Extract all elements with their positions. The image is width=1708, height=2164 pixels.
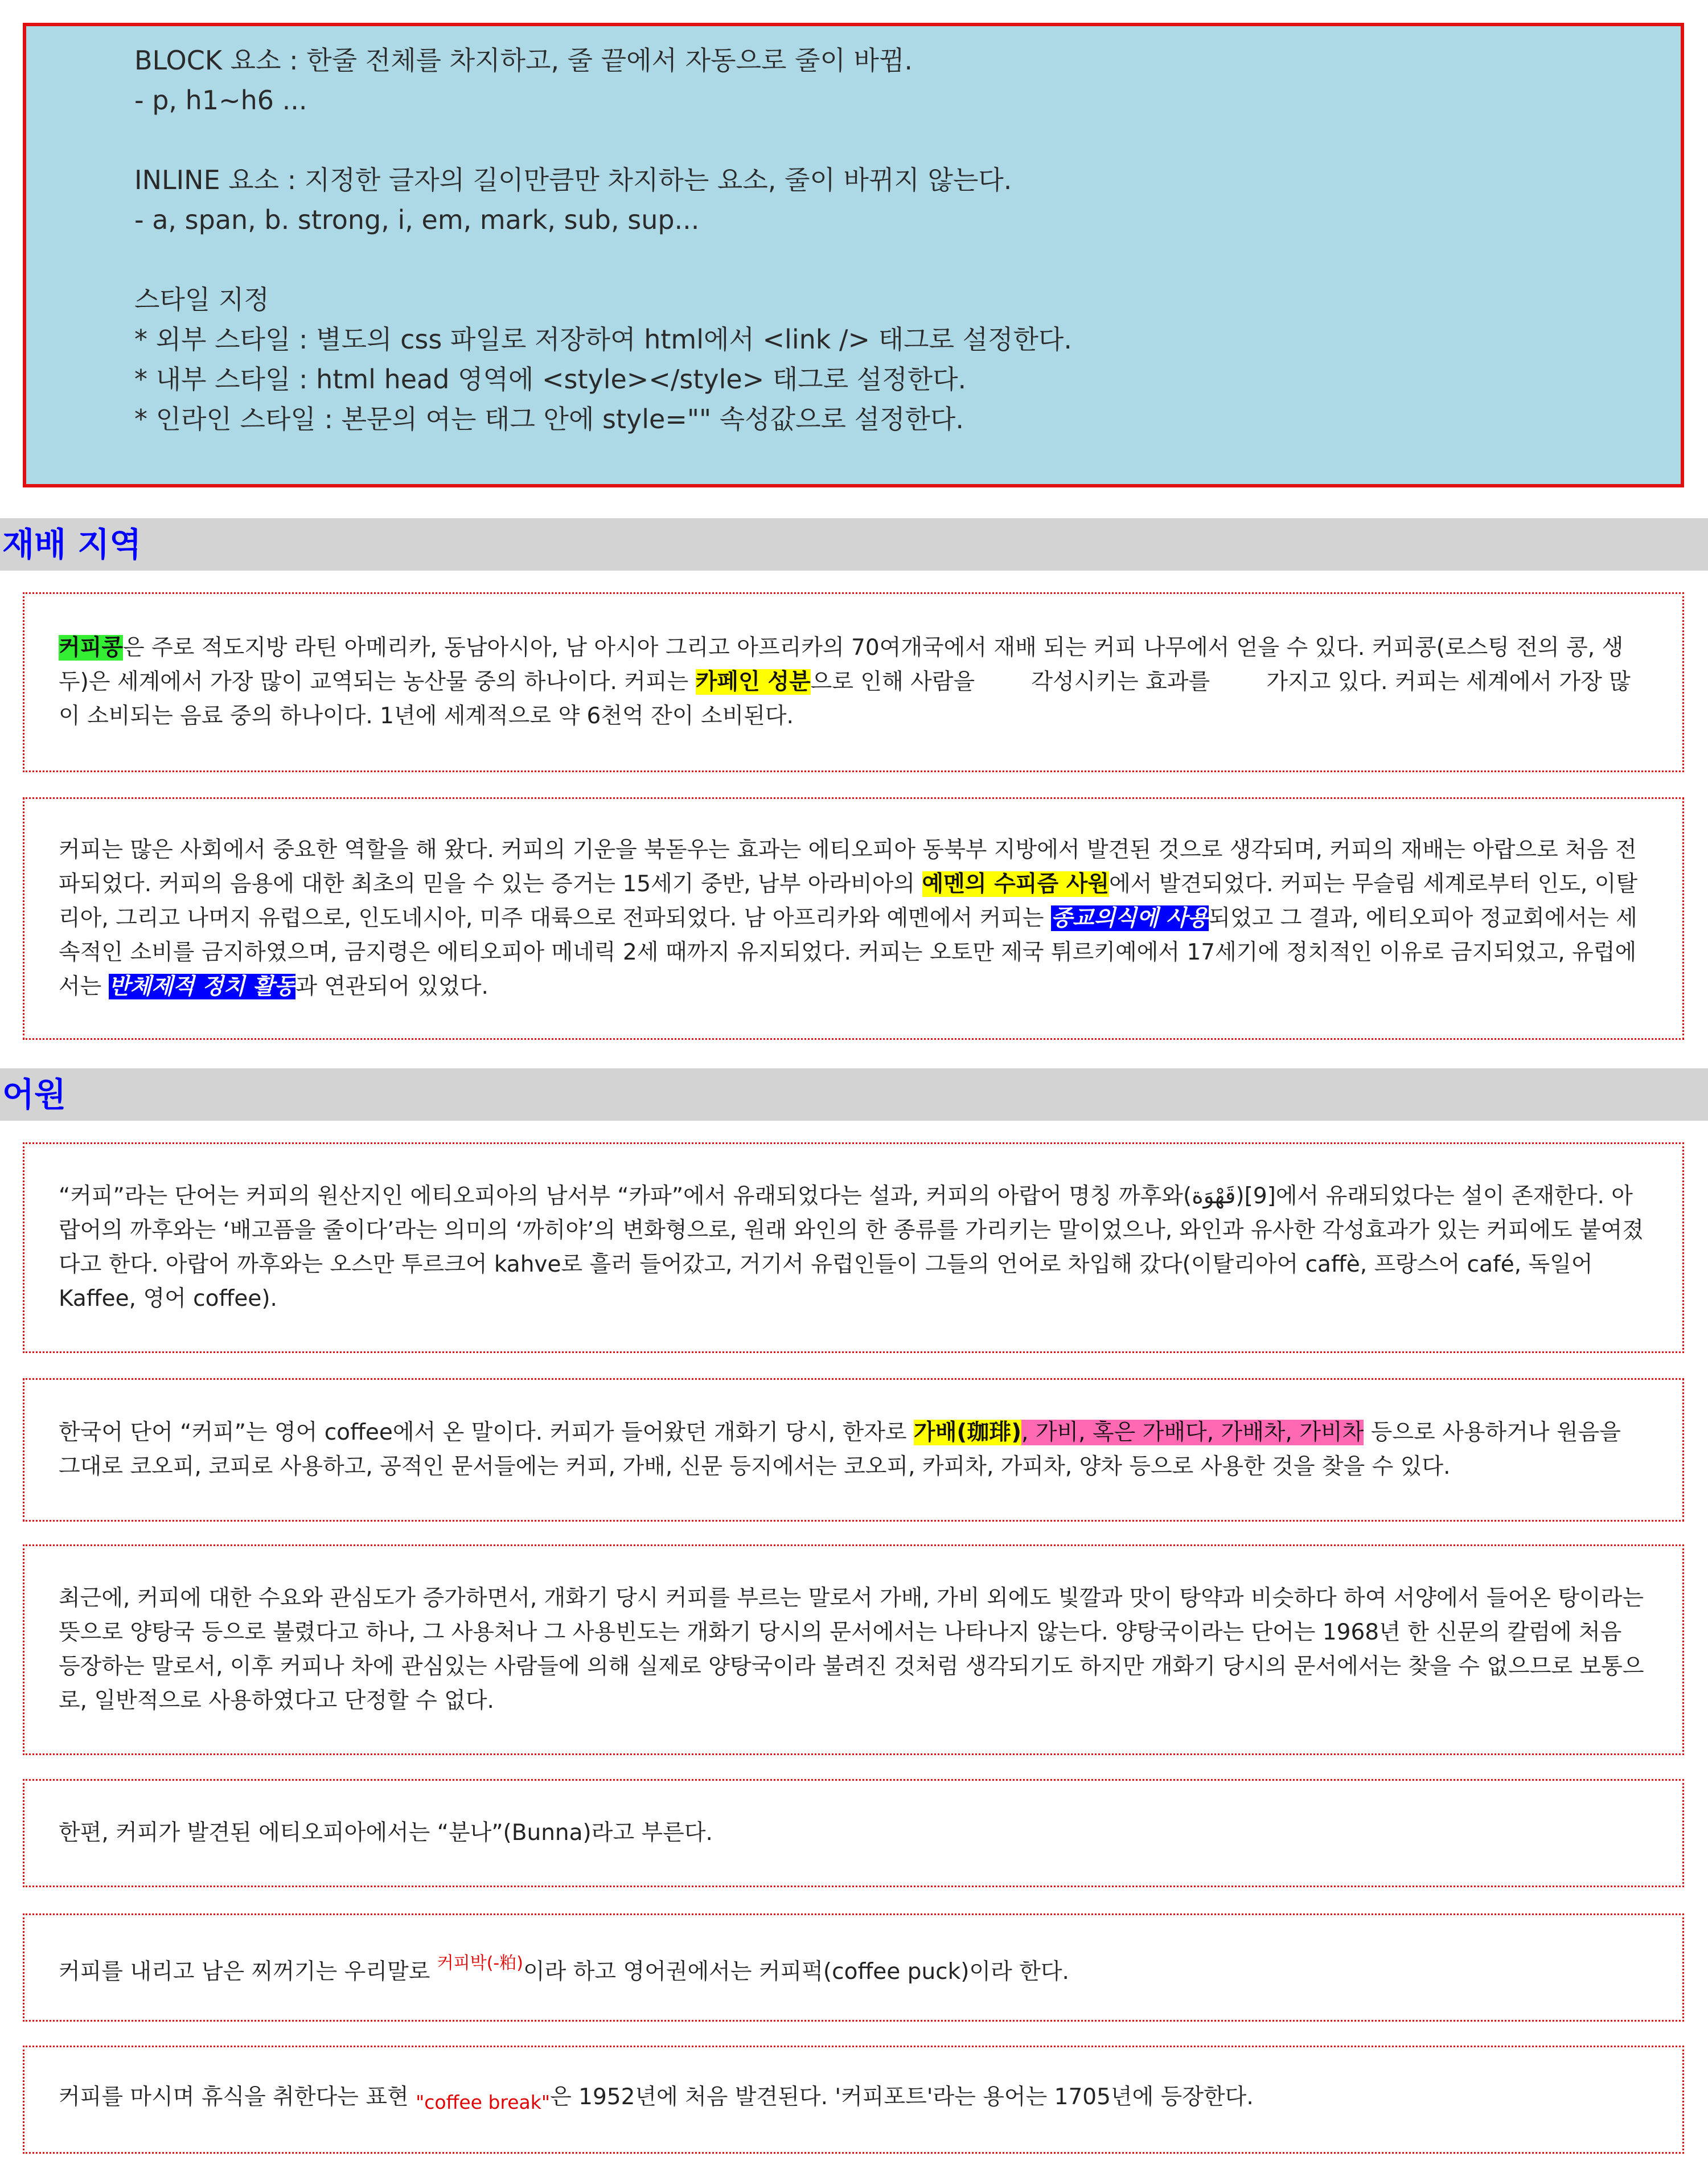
info-line: BLOCK 요소 : 한줄 전체를 차지하고, 줄 끝에서 자동으로 줄이 바뀜. bbox=[134, 45, 913, 76]
highlight-coffee-bean: 커피콩 bbox=[59, 635, 124, 661]
paragraph bbox=[59, 1946, 1069, 1989]
paragraph-box bbox=[23, 1913, 1684, 2022]
info-line: - a, span, b. strong, i, em, mark, sub, sup... bbox=[134, 204, 700, 235]
info-line bbox=[134, 240, 1681, 280]
paragraph bbox=[59, 631, 1648, 733]
paragraph bbox=[59, 1581, 1648, 1718]
paragraph-box bbox=[23, 2046, 1684, 2154]
paragraph-text: 은 주로 적도지방 라틴 아메리카, 동남아시아, 남 아시아 그리고 아프리카의 70여개국에서 재배 되는 커피 나무에서 얻을 수 있다. 커피콩(로스팅 전의 콩, 생두)은 세계에서 가장 많이 교역되는 농산물 중의 하나이다. 커피는 bbox=[59, 635, 1624, 695]
paragraph-text: 커피를 마시며 휴식을 취한다는 표현 bbox=[59, 2084, 416, 2110]
paragraph-text: 에서 발견되었다. 커피는 무슬림 세계로부터 인도, 이탈리아, 그리고 나머지 유럽으로, 인도네시아, 미주 대륙으로 전파되었다. 남 아프리카와 예멘에서 커피는 bbox=[59, 871, 1638, 931]
paragraph-text: 되었고 그 결과, 에티오피아 정교회에서는 세속적인 소비를 금지하였으며, 금지령은 에티오피아 메네릭 2세 때까지 유지되었다. 커피는 오토만 제국 튀르키예에서 17세기에 정치적인 이유로 금지되었고, 유럽에서는 bbox=[59, 905, 1637, 999]
info-box bbox=[23, 23, 1684, 487]
paragraph-text: 커피를 내리고 남은 찌꺼기는 우리말로 bbox=[59, 1958, 437, 1985]
section-heading-cultivation: 재배 지역 bbox=[0, 518, 1708, 571]
paragraph bbox=[59, 1179, 1648, 1316]
paragraph-text: 으로 인해 사람을 각성시키는 효과를 가지고 있다. 커피는 세계에서 가장 많이 소비되는 음료 중의 하나이다. 1년에 세계적으로 약 6천억 잔이 소비된다. bbox=[59, 669, 1631, 729]
paragraph-box bbox=[23, 1378, 1684, 1522]
info-line: - p, h1~h6 ... bbox=[134, 85, 307, 116]
info-line bbox=[134, 120, 1681, 160]
info-line: INLINE 요소 : 지정한 글자의 길이만큼만 차지하는 요소, 줄이 바뀌지 않는다. bbox=[134, 165, 1012, 195]
paragraph-box bbox=[23, 797, 1684, 1040]
paragraph-box bbox=[23, 1779, 1684, 1887]
paragraph-text: 은 1952년에 처음 발견된다. '커피포트'라는 용어는 1705년에 등장한다. bbox=[550, 2084, 1254, 2110]
highlight-political-activity: 반체제적 정치 활동 bbox=[108, 974, 296, 999]
paragraph-text: 한편, 커피가 발견된 에티오피아에서는 “분나”(Bunna)라고 부른다. bbox=[59, 1820, 713, 1846]
highlight-religious-use: 종교의식에 사용 bbox=[1051, 905, 1209, 931]
paragraph-box bbox=[23, 592, 1684, 772]
superscript-coffee-grounds: 커피박(-粕) bbox=[437, 1953, 523, 1973]
paragraph-text: 커피는 많은 사회에서 중요한 역할을 해 왔다. 커피의 기운을 북돋우는 효과는 에티오피아 동북부 지방에서 발견된 것으로 생각되며, 커피의 재배는 아랍으로 처음 전파되었다. 커피의 음용에 대한 최초의 믿을 수 있는 증거는 15세기 중반, 남부 아라비아의 bbox=[59, 837, 1637, 897]
highlight-gabae: 가배(珈琲) bbox=[914, 1420, 1022, 1445]
paragraph-text: 등으로 사용하거나 원음을 그대로 코오피, 코피로 사용하고, 공적인 문서들에는 커피, 가배, 신문 등지에서는 코오피, 카피차, 가피차, 양차 등으로 사용한 것을 찾을 수 있다. bbox=[59, 1420, 1621, 1479]
info-line: * 외부 스타일 : 별도의 css 파일로 저장하여 html에서 <link /> 태그로 설정한다. bbox=[134, 324, 1072, 355]
paragraph bbox=[59, 2080, 1254, 2120]
info-line: * 내부 스타일 : html head 영역에 <style></style> 태그로 설정한다. bbox=[134, 364, 967, 395]
paragraph-text: “커피”라는 단어는 커피의 원산지인 에티오피아의 남서부 “카파”에서 유래되었다는 설과, 커피의 아랍어 명칭 까후와(قَهْوَة)[9]에서 유래되었다는 설이 존재한다. 아랍어의 까후와는 ‘배고픔을 줄이다’라는 의미의 ‘까히야’의 변화형으로, 원래 와인의 한 종류를 가리키는 말이었으나, 와인과 유사한 각성효과가 있는 커피에도 붙여졌다고 한다. 아랍어 까후와는 오스만 투르크어 kahve로 흘러 들어갔고, 거기서 유럽인들이 그들의 언어로 차입해 갔다(이탈리아어 caffè, 프랑스어 café, 독일어 Kaffee, 영어 coffee). bbox=[59, 1183, 1644, 1311]
info-line: * 인라인 스타일 : 본문의 여는 태그 안에 style="" 속성값으로 설정한다. bbox=[134, 404, 964, 435]
paragraph bbox=[59, 833, 1648, 1004]
paragraph bbox=[59, 1416, 1648, 1484]
paragraph-text: 과 연관되어 있었다. bbox=[295, 974, 488, 999]
section-heading-etymology: 어원 bbox=[0, 1068, 1708, 1121]
paragraph-box bbox=[23, 1142, 1684, 1353]
paragraph-text: 이라 하고 영어권에서는 커피퍽(coffee puck)이라 한다. bbox=[523, 1958, 1069, 1985]
paragraph-text: 한국어 단어 “커피”는 영어 coffee에서 온 말이다. 커피가 들어왔던 개화기 당시, 한자로 bbox=[59, 1420, 914, 1445]
paragraph-box bbox=[23, 1544, 1684, 1755]
highlight-sufi-monastery: 예멘의 수피즘 사원 bbox=[922, 871, 1110, 897]
paragraph-text: 최근에, 커피에 대한 수요와 관심도가 증가하면서, 개화기 당시 커피를 부르는 말로서 가배, 가비 외에도 빛깔과 맛이 탕약과 비슷하다 하여 서양에서 들어온 탕이라는 뜻으로 양탕국 등으로 불렸다고 하나, 그 사용처나 그 사용빈도는 개화기 당시의 문서에서는 나타나지 않는다. 양탕국이라는 단어는 1968년 한 신문의 칼럼에 처음 등장하는 말로서, 이후 커피나 차에 관심있는 사람들에 의해 실제로 양탕국이라 불려진 것처럼 생각되기도 하지만 개화기 당시의 문서에서는 찾을 수 없으므로 보통으로, 일반적으로 사용하였다고 단정할 수 없다. bbox=[59, 1585, 1644, 1714]
info-line: 스타일 지정 bbox=[134, 284, 269, 315]
highlight-caffeine: 카페인 성분 bbox=[695, 669, 811, 695]
paragraph bbox=[59, 1816, 713, 1850]
highlight-gabi-variants: , 가비, 혹은 가배다, 가배차, 가비차 bbox=[1021, 1420, 1364, 1445]
subscript-coffee-break: "coffee break" bbox=[416, 2091, 551, 2113]
